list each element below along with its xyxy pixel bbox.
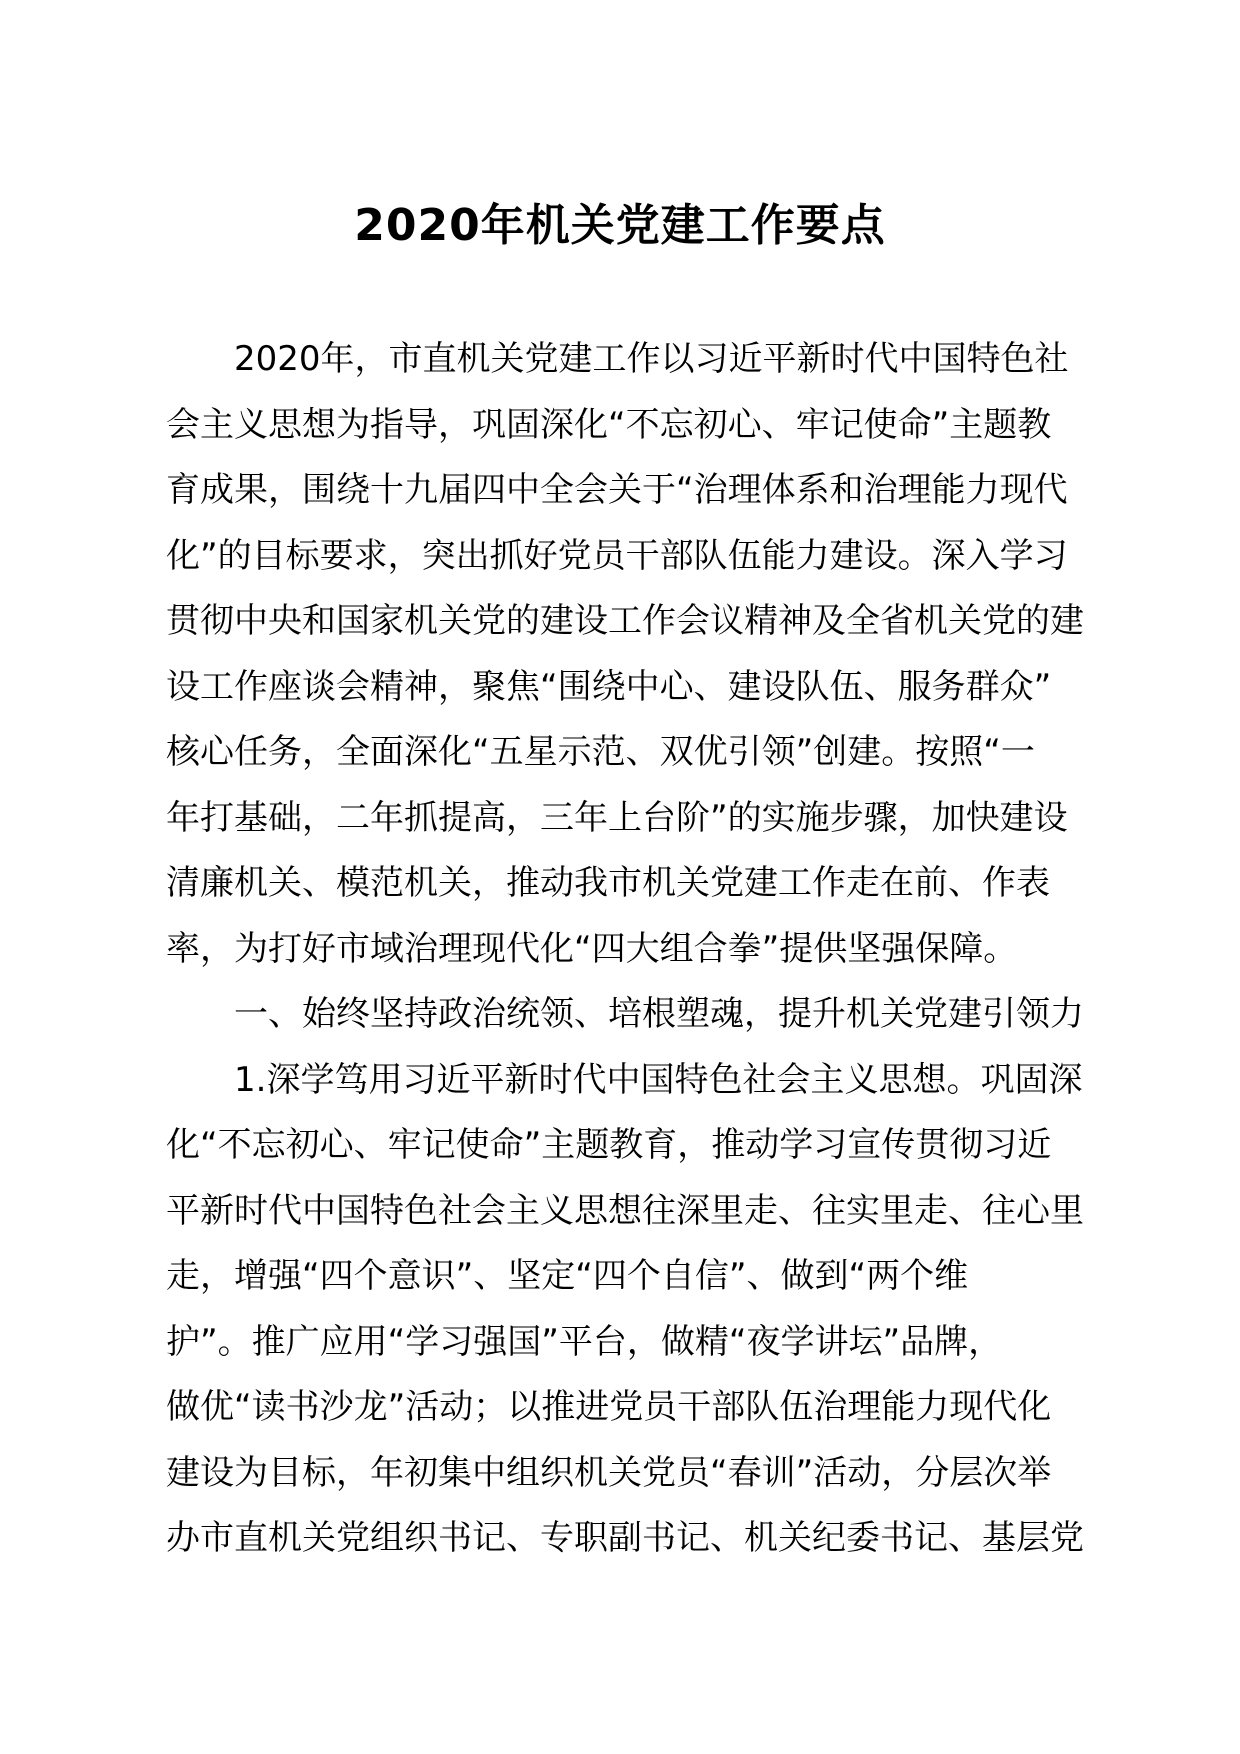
paragraph-line: 育成果，围绕十九届四中全会关于“治理体系和治理能力现代 [166,470,1068,510]
paragraph-line: 率，为打好市域治理现代化“四大组合拳”提供坚强保障。 [166,928,1018,969]
paragraph-line: 贯彻中央和国家机关党的建设工作会议精神及全省机关党的建 [166,601,1084,641]
section-heading: 一、始终坚持政治统领、培根塑魂，提升机关党建引领力 [234,994,1084,1034]
paragraph-line: 办市直机关党组织书记、专职副书记、机关纪委书记、基层党 [166,1518,1084,1558]
paragraph-line: 设工作座谈会精神，聚焦“围绕中心、建设队伍、服务群众” [166,666,1052,707]
paragraph-line: 护”。推广应用“学习强国”平台，做精“夜学讲坛”品牌， [166,1321,1003,1362]
paragraph-line: 核心任务，全面深化“五星示范、双优引领”创建。按照“一 [166,732,1035,772]
paragraph-line: 化“不忘初心、牢记使命”主题教育，推动学习宣传贯彻习近 [166,1125,1052,1165]
paragraph-line: 清廉机关、模范机关，推动我市机关党建工作走在前、作表 [166,863,1050,903]
paragraph-line: 2020年，市直机关党建工作以习近平新时代中国特色社 [234,339,1069,379]
paragraph-line: 建设为目标，年初集中组织机关党员“春训”活动，分层次举 [166,1452,1052,1493]
page-title: 2020年机关党建工作要点 [354,200,886,251]
paragraph-line: 做优“读书沙龙”活动；以推进党员干部队伍治理能力现代化 [166,1387,1052,1427]
paragraph-line: 1.深学笃用习近平新时代中国特色社会主义思想。巩固深 [234,1059,1083,1100]
paragraph-line: 走，增强“四个意识”、坚定“四个自信”、做到“两个维 [166,1256,969,1296]
paragraph-line: 会主义思想为指导，巩固深化“不忘初心、牢记使命”主题教 [166,404,1052,445]
paragraph-line: 平新时代中国特色社会主义思想往深里走、往实里走、往心里 [166,1190,1084,1231]
paragraph-line: 年打基础，二年抓提高，三年上台阶”的实施步骤，加快建设 [166,797,1068,838]
paragraph-line: 化”的目标要求，突出抓好党员干部队伍能力建设。深入学习 [166,535,1068,576]
document-body [166,327,1084,1572]
